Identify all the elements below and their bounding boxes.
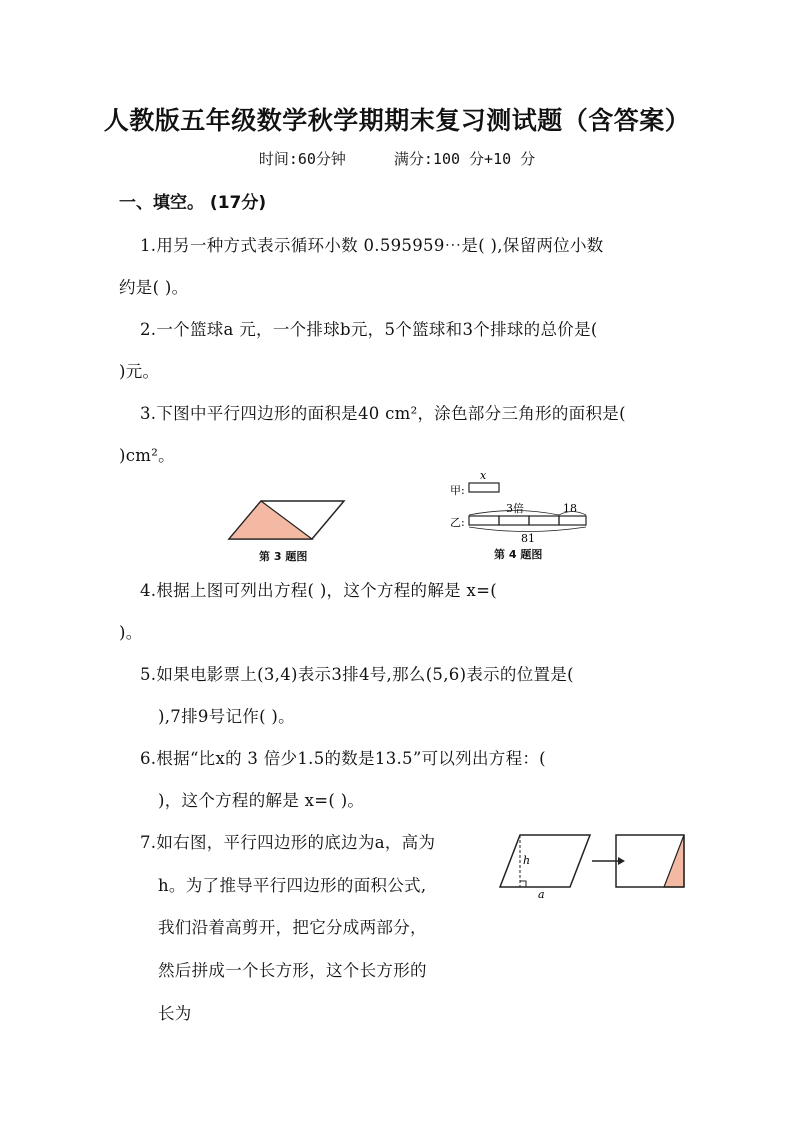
shaded-triangle (229, 501, 312, 539)
arrow-icon (618, 857, 625, 865)
question-5-line-2: ),7排9号记作( )。 (158, 707, 295, 726)
total-label: 81 (521, 532, 535, 545)
times-label: 3倍 (506, 502, 524, 515)
h-label: h (523, 854, 531, 867)
yi-label: 乙: (450, 516, 465, 529)
a-label: a (538, 888, 545, 901)
figure-4-caption: 第 4 题图 (494, 548, 543, 561)
parallelogram-shaded-triangle-diagram (225, 496, 350, 546)
question-6-line-2: )，这个方程的解是 x=( )。 (158, 791, 365, 810)
page-title: 人教版五年级数学秋学期期末复习测试题（含答案） (103, 106, 691, 135)
figure-4 (448, 470, 598, 565)
question-1-line-1: 1.用另一种方式表示循环小数 0.595959⋯是( ),保留两位小数 (140, 236, 604, 255)
figure-3 (225, 496, 350, 566)
figure-3-caption: 第 3 题图 (259, 550, 308, 563)
x-label: x (480, 470, 487, 482)
moved-triangle (664, 835, 684, 887)
question-3-line-2: )cm²。 (119, 446, 175, 465)
bar-model-diagram (448, 470, 598, 546)
figure-7 (496, 830, 696, 902)
extra-label: 18 (563, 502, 577, 515)
question-7-line-1: 7.如右图，平行四边形的底边为a，高为 (140, 833, 436, 852)
section-heading-fill-in: 一、填空。 (17分) (119, 193, 267, 213)
question-2-line-1: 2.一个篮球a 元，一个排球b元，5个篮球和3个排球的总价是( (140, 320, 598, 339)
question-2-line-2: )元。 (119, 362, 160, 381)
question-7-line-2: h。为了推导平行四边形的面积公式, (158, 876, 427, 895)
question-5-line-1: 5.如果电影票上(3,4)表示3排4号,那么(5,6)表示的位置是( (140, 665, 574, 684)
full-score: 满分:100 分+10 分 (393, 150, 536, 168)
question-7-line-4: 然后拼成一个长方形，这个长方形的 (158, 961, 427, 980)
question-3-line-1: 3.下图中平行四边形的面积是40 cm²，涂色部分三角形的面积是( (140, 404, 626, 423)
question-4-line-1: 4.根据上图可列出方程( )，这个方程的解是 x=( (140, 581, 497, 600)
question-1-line-2: 约是( )。 (119, 278, 189, 297)
question-6-line-1: 6.根据“比x的 3 倍少1.5的数是13.5”可以列出方程：( (140, 749, 546, 768)
exam-info (0, 148, 794, 169)
question-7-line-3: 我们沿着高剪开，把它分成两部分， (158, 918, 427, 937)
time-limit: 时间:60分钟 (258, 150, 346, 168)
question-4-line-2: )。 (119, 623, 143, 642)
question-7-line-5: 长为 (158, 1004, 192, 1023)
jia-label: 甲: (450, 484, 465, 497)
parallelogram-to-rectangle-diagram (496, 830, 696, 902)
